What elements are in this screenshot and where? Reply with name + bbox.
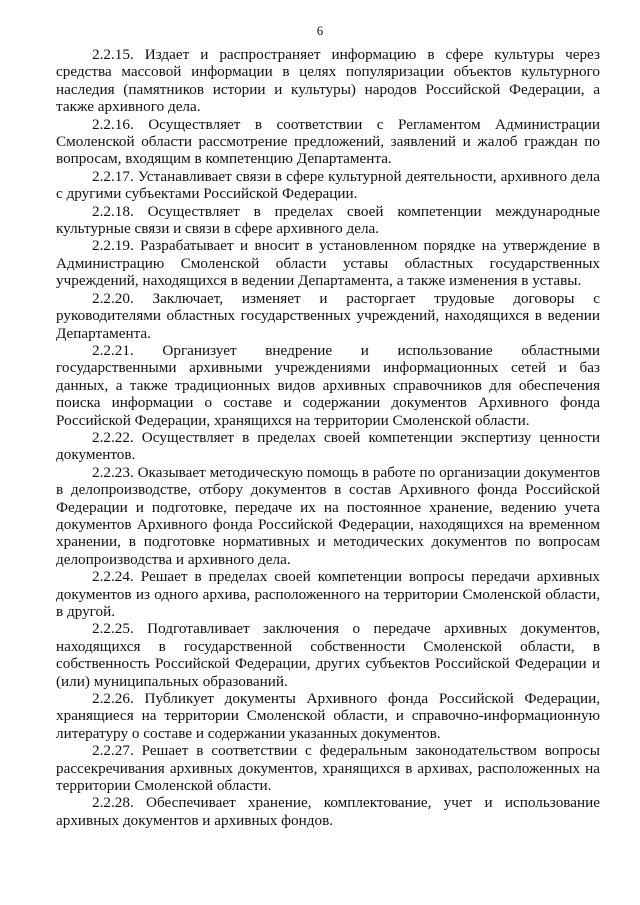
paragraph-2-2-23: 2.2.23. Оказывает методическую помощь в работе по организации документов в делопроизводстве, отбору документов в состав Архивного фонда Российской Федерации и подготовке, передаче их на постоянное хранение, ведению учета документов Архивного фонда Российской Федерации, находящихся на временном хранении, в подготовке нормативных и методических документов по вопросам делопроизводства и архивного дела.	[56, 463, 600, 568]
paragraph-2-2-24: 2.2.24. Решает в пределах своей компетенции вопросы передачи архивных документов из одного архива, расположенного на территории Смоленской области, в другой.	[56, 568, 600, 620]
paragraph-2-2-22: 2.2.22. Осуществляет в пределах своей компетенции экспертизу ценности документов.	[56, 428, 600, 464]
paragraph-2-2-20: 2.2.20. Заключает, изменяет и расторгает трудовые договоры с руководителями областных государственных учреждений, находящихся в ведении Департамента.	[56, 289, 600, 342]
paragraph-2-2-21: 2.2.21. Организует внедрение и использование областными государственными архивными учреждениями информационных сетей и баз данных, а также традиционных видов архивных справочников для обеспечения поиска информации о составе и содержании документов Архивного фонда Российской Федерации, хранящихся на территории Смоленской области.	[56, 341, 600, 429]
paragraph-2-2-27: 2.2.27. Решает в соответствии с федеральным законодательством вопросы рассекречивания архивных документов, хранящихся в архивах, расположенных на территории Смоленской области.	[56, 742, 600, 795]
paragraph-2-2-28: 2.2.28. Обеспечивает хранение, комплектование, учет и использование архивных документов и архивных фондов.	[56, 794, 600, 829]
paragraph-2-2-17: 2.2.17. Устанавливает связи в сфере культурной деятельности, архивного дела с другими субъектами Российской Федерации.	[56, 167, 600, 203]
paragraph-2-2-26: 2.2.26. Публикует документы Архивного фонда Российской Федерации, хранящиеся на территории Смоленской области, и справочно-информационную литературу о составе и содержании указанных документов.	[56, 690, 600, 742]
paragraph-2-2-16: 2.2.16. Осуществляет в соответствии с Регламентом Администрации Смоленской области рассмотрение предложений, заявлений и жалоб граждан по вопросам, входящим в компетенцию Департамента.	[56, 115, 600, 168]
page-number: 6	[316, 23, 324, 38]
paragraph-2-2-25: 2.2.25. Подготавливает заключения о передаче архивных документов, находящихся в государственной собственности Смоленской области, в собственность Российской Федерации, других субъектов Российской Федерации и (или) муниципальных образований.	[56, 620, 600, 690]
paragraph-2-2-18: 2.2.18. Осуществляет в пределах своей компетенции международные культурные связи и связи в сфере архивного дела.	[56, 202, 600, 238]
paragraph-2-2-19: 2.2.19. Разрабатывает и вносит в установленном порядке на утверждение в Администрацию Смоленской области уставы областных государственных учреждений, находящихся в ведении Департамента, а также изменения в уставы.	[56, 237, 600, 290]
document-body	[56, 46, 600, 829]
paragraph-2-2-15: 2.2.15. Издает и распространяет информацию в сфере культуры через средства массовой информации в целях популяризации объектов культурного наследия (памятников истории и культуры) народов Российской Федерации, а также архивного дела.	[56, 46, 600, 116]
